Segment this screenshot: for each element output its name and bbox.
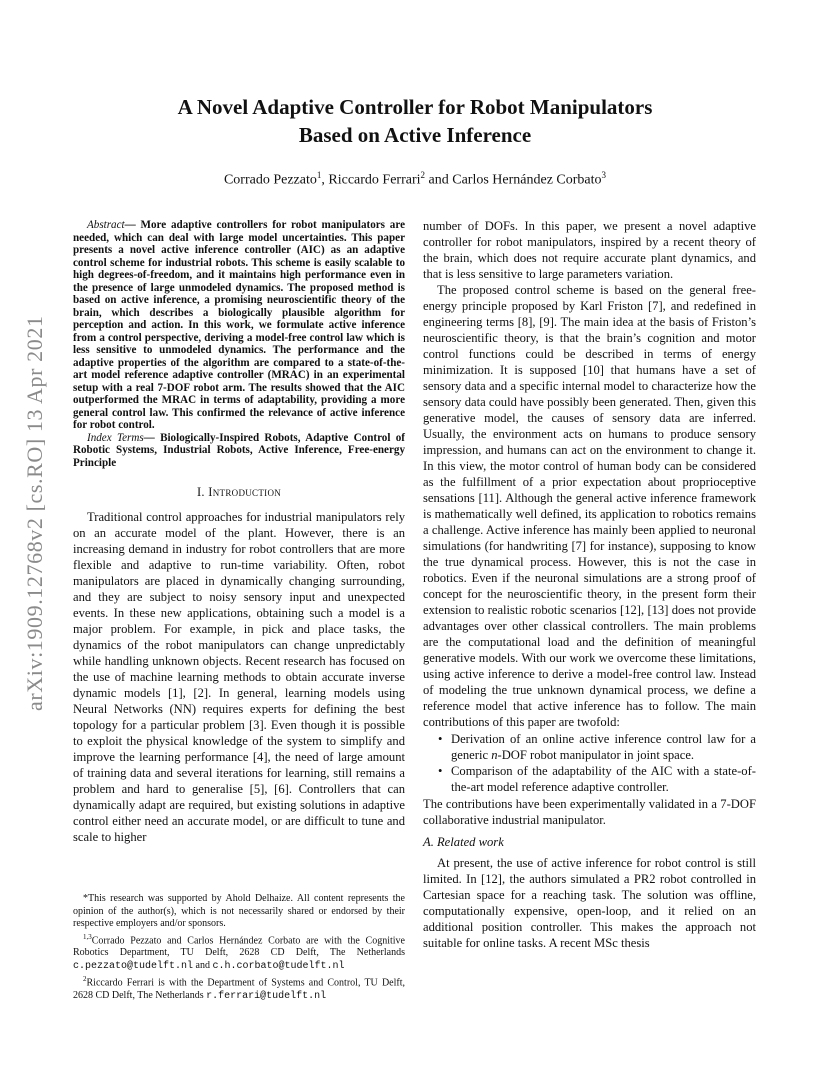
list-item [423, 763, 756, 795]
affiliation-mark: 1 [316, 170, 322, 180]
list-item-text: -DOF robot manipulator in joint space. [497, 748, 695, 762]
intro-paragraph-2: The proposed control scheme is based on the general free-energy principle proposed by Karl Friston [7], and redefined in engineering terms [8], [9]. The main idea at the basis of Friston’s neuroscientific theory, is that the brain’s cognition and motor control functions could be described in terms of energy minimization. It is supposed [10] that humans have a set of sensory data and a specific internal model to characterize how the sensory data could have possibly been generated. Then, given this generative model, the causes of sensory data are inferred. Usually, the environment acts on humans to produce sensory impression, and humans can act on the environment to change it. In this view, the motor control of human body can be considered as the fulfillment of a prior expectation about proprioceptive sensations [11]. Although the general active inference framework is mathematically well defined, its application to robotics remains a challenge. Active inference has mainly been applied to neuronal simulations (for handwriting [7] for instance), supposing to know the true dynamical process. However, this is not the case in robotics. Even if the neuronal simulations are a strong proof of concept for the neuroscientific theory, in the present form their extension to realistic robotic scenarios [12], [13] does not provide advantages over other classical controllers. The main problems are the computational load and the definition of meaningful generative models. With our work we overcome these limitations, using active inference to derive a model-free control law. Instead of modeling the true unknown dynamical process, we define a reference model that active inference has to follow. The main contributions of this paper are twofold: [423, 283, 756, 729]
author-name: Riccardo Ferrari [328, 172, 421, 188]
footnote-affiliation-2 [73, 973, 405, 1003]
index-terms-text: — Biologically-Inspired Robots, Adaptive Control of Robotic Systems, Industrial Robots, Active Inference, Free-energy Principle [73, 431, 405, 469]
section-heading [73, 484, 405, 500]
abstract [73, 219, 405, 432]
bullet-icon: • [438, 732, 443, 746]
list-item-text: Comparison of the adaptability of the AIC with a state-of-the-art model reference adaptive controller. [451, 764, 756, 794]
related-work-paragraph: At present, the use of active inference for robot control is still limited. In [12], the authors simulated a PR2 robot controlled in Cartesian space for a reaching task. The solution was offline, computationally expensive, open-loop, and it relied on an additional position controller. This makes the approach not suitable for online tasks. A recent MSc thesis [423, 856, 756, 950]
email-link[interactable]: c.h.corbato@tudelft.nl [212, 960, 345, 972]
right-column [423, 218, 756, 951]
intro-paragraph-1: Traditional control approaches for industrial manipulators rely on an accurate model of the plant. However, there is an increasing demand in industry for robot controllers that are more flexible and adaptive to run-time variability. Often, robot manipulators are placed in dynamically changing surrounding, and they are subject to noisy sensory input and unexpected events. In these new applications, obtaining such a model is a major problem. For example, in pick and place tasks, the dynamics of the robot manipulators can change unpredictably while handling unknown objects. Recent research has focused on the use of machine learning methods to obtain accurate inverse dynamic models [1], [2]. In general, learning models using Neural Networks (NN) requires experts for defining the best topology for a particular problem [3]. Even though it is possible to exploit the physical knowledge of the system to simplify and improve the learning performance [4], the need of large amount of training data and several iterations for learning, still remains a problem and hard to generalise [5], [6]. Controllers that can dynamically adapt are required, but existing solutions in adaptive control either need an accurate model, or are difficult to tune and scale to higher [73, 510, 405, 844]
intro-paragraph-3: The contributions have been experimentally validated in a 7-DOF collaborative industrial manipulator. [423, 797, 756, 827]
subsection-heading: A. Related work [423, 835, 504, 849]
author-name: Corrado Pezzato [223, 172, 317, 188]
footnote-affiliation-1 [73, 931, 405, 974]
email-link[interactable]: c.pezzato@tudelft.nl [73, 960, 194, 972]
abstract-text: — More adaptive controllers for robot manipulators are needed, which can deal with large model uncertainties. This paper presents a novel active inference controller (AIC) as an adaptive control scheme for industrial robots. This scheme is easily scalable to high degrees-of-freedom, and it maintains high performance even in the presence of large unmodeled dynamics. The proposed method is based on active inference, a promising neuroscientific theory of the brain, which describes a biologically plausible algorithm for perception and action. In this work, we formulate active inference from a control perspective, deriving a model-free control law which is less sensitive to unmodeled dynamics. The performance and the adaptive properties of the algorithm are compared to a state-of-the-art model reference adaptive controller (MRAC) in an experimental setup with a real 7-DOF robot arm. The results showed that the AIC outperformed the MRAC in terms of adaptability, providing a more general control law. This confirmed the relevance of active inference for robot control. [73, 219, 405, 431]
footnote-text: Corrado Pezzato and Carlos Hernández Corbato are with the Cognitive Robotics Department, TU Delft, 2628 CD Delft, The Netherlands [73, 934, 405, 959]
bullet-icon: • [438, 764, 443, 778]
footnote-mark: 1,3 [83, 932, 92, 941]
abstract-label: Abstract [87, 219, 125, 231]
author-name: Carlos Hernández Corbato [452, 172, 602, 188]
list-item-text: Derivation of an online active inference control law for a generic [451, 732, 756, 762]
affiliation-mark: 2 [420, 170, 426, 180]
footnote-conjunction: and [193, 959, 213, 971]
math-variable: n [491, 748, 498, 762]
paper-title [90, 93, 740, 149]
section-number: I. [196, 485, 205, 499]
list-item [423, 731, 756, 763]
title-line-2: Based on Active Inference [298, 123, 532, 147]
footnote-funding: *This research was supported by Ahold Delhaize. All content represents the opinion of the author(s), which is not necessarily shared or endorsed by their respective employers and/or sponsors. [73, 893, 405, 929]
footnote-mark: 2 [83, 975, 87, 984]
left-column [73, 219, 405, 845]
title-line-1: A Novel Adaptive Controller for Robot Manipulators [177, 95, 653, 119]
arxiv-stamp: arXiv:1909.12768v2 [cs.RO] 13 Apr 2021 [22, 315, 47, 711]
index-terms-label: Index Terms [87, 431, 144, 444]
intro-paragraph-1-continued: number of DOFs. In this paper, we present a novel adaptive controller for robot manipulators, inspired by a recent theory of the brain, which does not require accurate plant dynamics, and that is less sensitive to large parameters variation. [423, 219, 756, 281]
contribution-list [423, 731, 756, 795]
email-link[interactable]: r.ferrari@tudelft.nl [206, 991, 327, 1003]
affiliation-mark: 3 [601, 170, 607, 180]
footnotes [73, 893, 405, 1004]
section-title: Introduction [208, 485, 282, 499]
footnote-text: Riccardo Ferrari is with the Department of Systems and Control, TU Delft, 2628 CD Delft, The Netherlands [73, 977, 405, 1002]
author-list: Corrado Pezzato$^1$, Riccardo Ferrari$^2$ and Carlos Hernández Corbato$^3$ [223, 170, 607, 188]
index-terms [73, 432, 405, 470]
